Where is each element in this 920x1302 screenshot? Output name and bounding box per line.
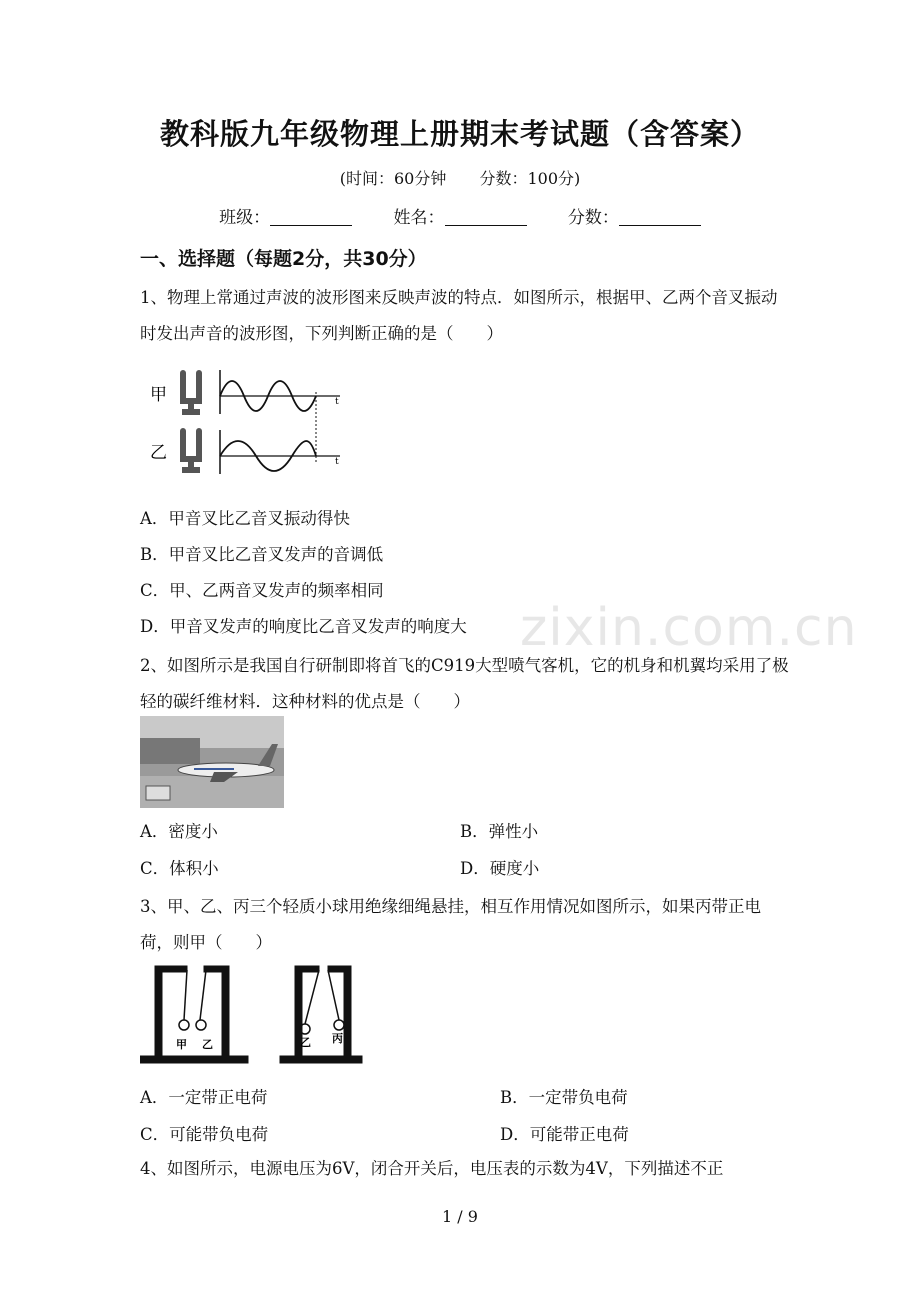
name-label: 姓名： — [393, 208, 445, 228]
student-fields — [0, 203, 920, 228]
class-blank[interactable] — [270, 208, 352, 226]
fig-label-yi: 乙 — [202, 1038, 213, 1051]
section-heading: 一、选择题（每题2分，共30分） — [140, 248, 427, 270]
tuning-fork-icon — [180, 370, 202, 415]
page-number: 1 / 9 — [442, 1207, 478, 1226]
exam-info — [0, 166, 920, 189]
name-field[interactable] — [394, 203, 527, 228]
fig-label-yi: 乙 — [150, 443, 167, 463]
class-field[interactable] — [219, 203, 352, 228]
q3-option-a[interactable]: A．一定带正电荷 — [140, 1088, 268, 1107]
exam-time: (时间：60分钟 — [339, 169, 447, 188]
document-title: 教科版九年级物理上册期末考试题（含答案） — [159, 117, 760, 151]
fig-label-jia: 甲 — [150, 385, 167, 405]
c919-airplane-photo — [140, 716, 284, 808]
ball-yi — [196, 1020, 206, 1030]
q2-option-b[interactable]: B．弹性小 — [460, 822, 539, 841]
q1-option-d[interactable]: D．甲音叉发声的响度比乙音叉发声的响度大 — [140, 617, 467, 636]
ball-bing — [334, 1020, 344, 1030]
tuning-fork-waveform-figure — [140, 362, 350, 480]
name-blank[interactable] — [445, 208, 527, 226]
q2-option-a[interactable]: A．密度小 — [140, 822, 218, 841]
question-3-stem: 3、甲、乙、丙三个轻质小球用绝缘细绳悬挂，相互作用情况如图所示，如果丙带正电荷，则甲（ ） — [140, 897, 761, 952]
fig-label-yi-2: 乙 — [300, 1036, 311, 1049]
q3-option-b[interactable]: B．一定带负电荷 — [500, 1088, 628, 1107]
q3-option-c[interactable]: C．可能带负电荷 — [140, 1125, 269, 1144]
class-label: 班级： — [219, 208, 271, 228]
axis-t-label: t — [335, 397, 339, 407]
q2-option-c[interactable]: C．体积小 — [140, 859, 219, 878]
axis-t-label: t — [335, 457, 339, 467]
question-4-stem: 4、如图所示，电源电压为6V，闭合开关后，电压表的示数为4V，下列描述不正 — [140, 1159, 724, 1178]
q1-option-b[interactable]: B．甲音叉比乙音叉发声的音调低 — [140, 545, 384, 564]
fig-label-jia: 甲 — [176, 1038, 187, 1051]
question-1-stem: 1、物理上常通过声波的波形图来反映声波的特点．如图所示，根据甲、乙两个音叉振动时发出声音的波形图，下列判断正确的是（ ） — [140, 288, 778, 343]
ball-jia — [179, 1020, 189, 1030]
score-field[interactable] — [568, 203, 701, 228]
q1-option-a[interactable]: A．甲音叉比乙音叉振动得快 — [140, 509, 350, 528]
exam-total-score: 分数：100分) — [479, 169, 581, 188]
watermark: zixin.com.cn — [520, 598, 858, 658]
fig-label-bing: 丙 — [332, 1032, 343, 1045]
score-label: 分数： — [567, 208, 619, 228]
question-2-stem: 2、如图所示是我国自行研制即将首飞的C919大型喷气客机，它的机身和机翼均采用了极轻的碳纤维材料．这种材料的优点是（ ） — [140, 656, 789, 711]
q2-option-d[interactable]: D．硬度小 — [460, 859, 540, 878]
score-blank[interactable] — [619, 208, 701, 226]
q3-option-d[interactable]: D．可能带正电荷 — [500, 1125, 629, 1144]
charged-balls-figure — [140, 962, 370, 1070]
tuning-fork-icon — [180, 428, 202, 473]
q1-option-c[interactable]: C．甲、乙两音叉发声的频率相同 — [140, 581, 384, 600]
